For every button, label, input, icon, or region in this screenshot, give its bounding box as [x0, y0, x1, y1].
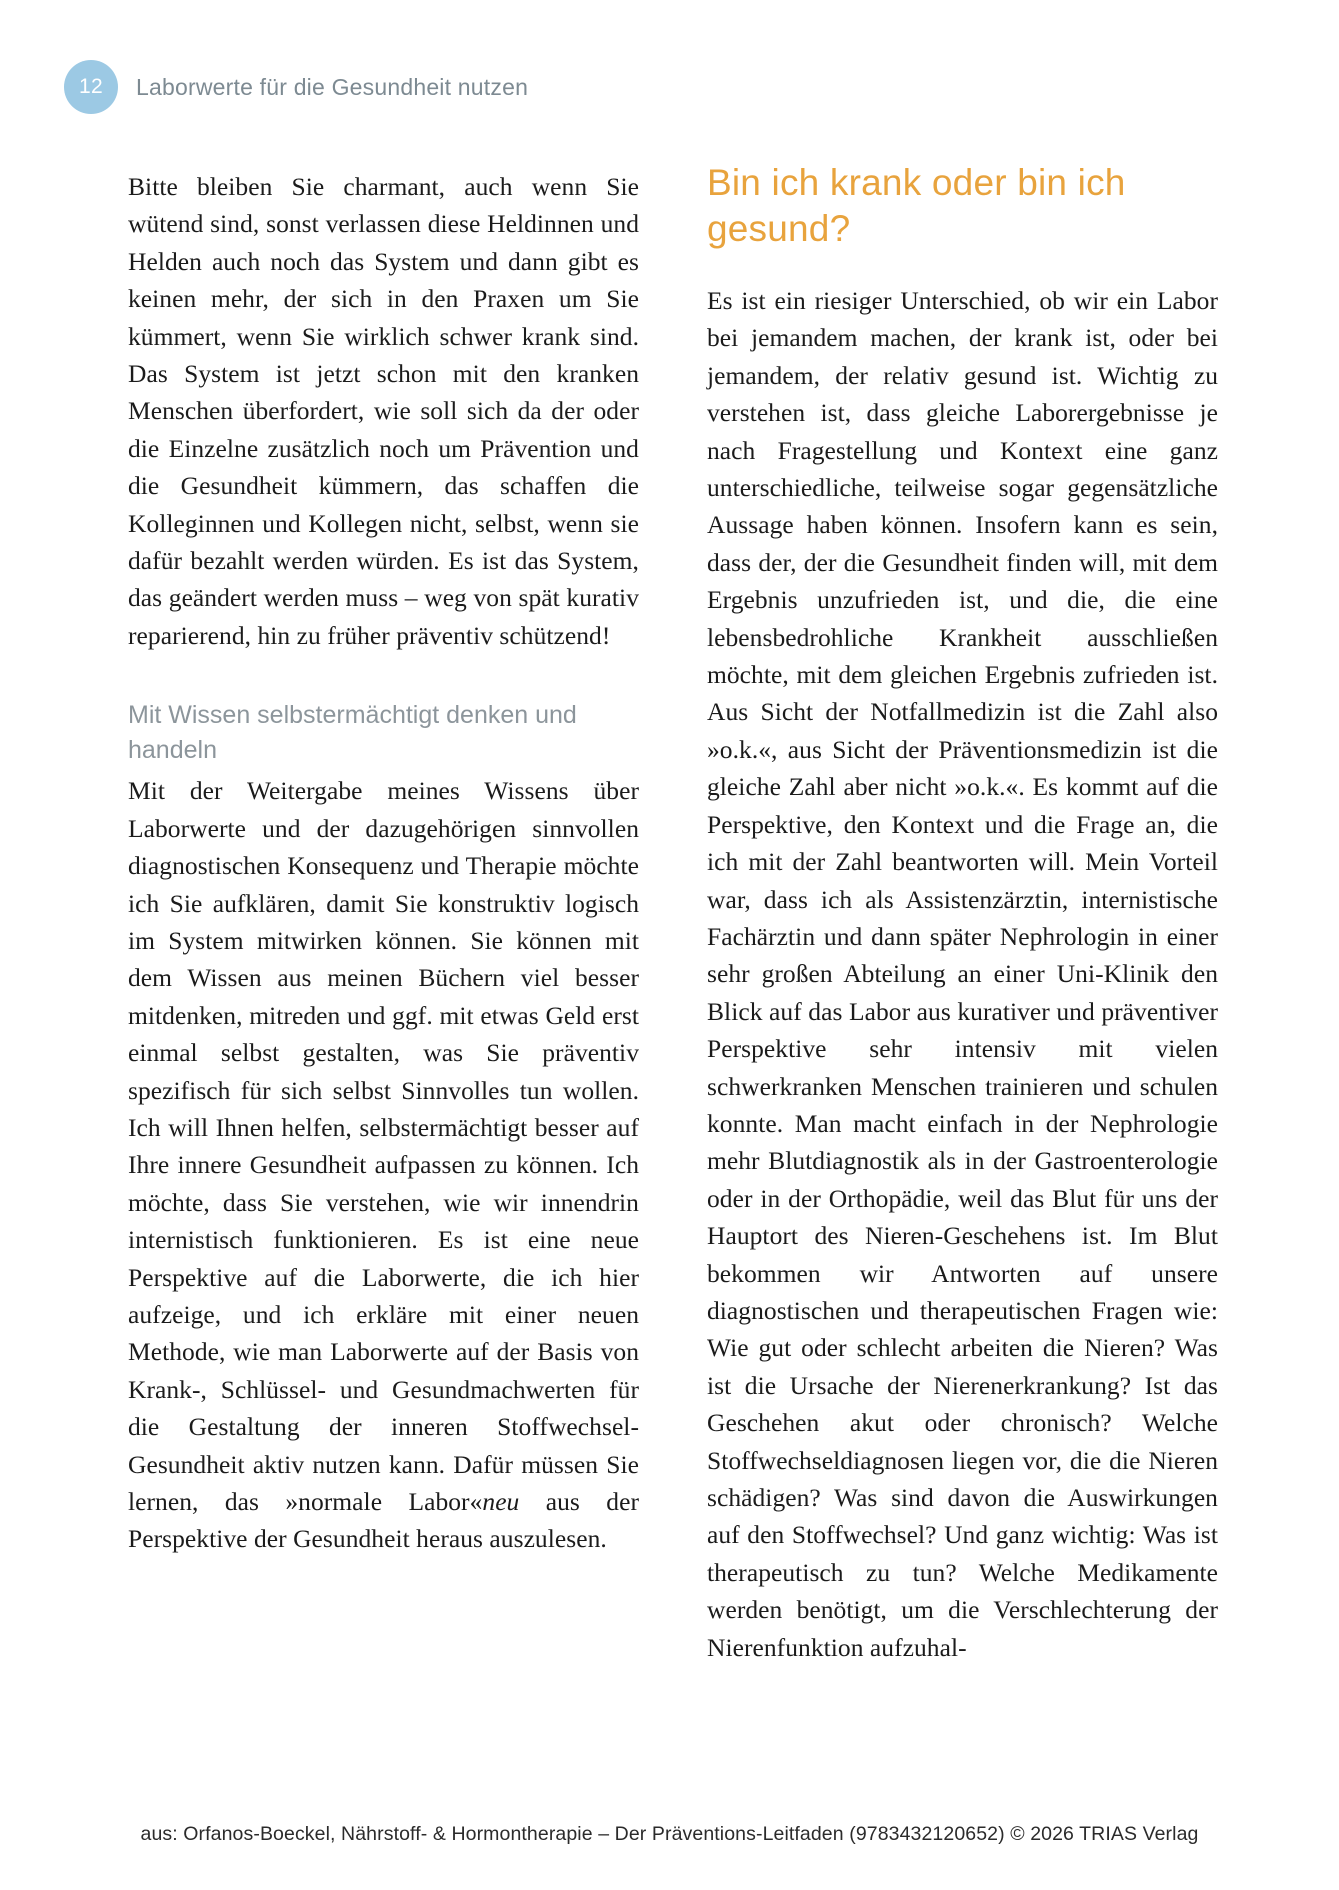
left-paragraph-2-text-b: aus der Perspektive der Gesundheit heraus auszulesen. [128, 1487, 639, 1554]
left-paragraph-1: Bitte bleiben Sie charmant, auch wenn Sie wütend sind, sonst verlassen diese Heldinnen und Helden auch noch das System und dann gibt es keinen mehr, der sich in den Praxen um Sie kümmert, wenn Sie wirklich schwer krank sind. Das System ist jetzt schon mit den kranken Menschen überfordert, wie soll sich da der oder die Einzelne zusätzlich noch um Prävention und die Gesundheit kümmern, das schaffen die Kolleginnen und Kollegen nicht, selbst, wenn sie dafür bezahlt werden würden. Es ist das System, das geändert werden muss – weg von spät kurativ reparierend, hin zu früher präventiv schützend! [128, 172, 639, 650]
left-paragraph-2 [128, 772, 639, 1558]
left-paragraph-2-text-a: Mit der Weitergabe meines Wissens über Laborwerte und der dazugehörigen sinnvollen diagnostischen Konsequenz und Therapie möchte ich Sie aufklären, damit Sie konstruktiv logisch im System mitwirken können. Sie können mit dem Wissen aus meinen Büchern viel besser mitdenken, mitreden und ggf. mit etwas Geld erst einmal selbst gestalten, was Sie präventiv spezifisch für sich selbst Sinnvolles tun wollen. Ich will Ihnen helfen, selbstermächtigt besser auf Ihre innere Gesundheit aufpassen zu können. Ich möchte, dass Sie verstehen, wie wir innendrin internistisch funktionieren. Es ist eine neue Perspektive auf die Laborwerte, die ich hier aufzeige, und ich erkläre mit einer neuen Methode, wie man Laborwerte auf der Basis von Krank-, Schlüssel- und Gesundmachwerten für die Gestaltung der inneren Stoffwechsel-Gesundheit aktiv nutzen kann. Dafür müssen Sie lernen, das »normale Labor« [128, 776, 639, 1516]
running-header-title: Laborwerte für die Gesundheit nutzen [136, 73, 529, 100]
page-number-badge: 12 [64, 60, 118, 114]
left-subheading: Mit Wissen selbstermächtigt denken und handeln [128, 701, 577, 765]
running-header [64, 60, 528, 114]
right-column [707, 162, 1218, 1666]
left-column [128, 168, 639, 1666]
footer-credit: aus: Orfanos-Boeckel, Nährstoff- & Hormontherapie – Der Präventions-Leitfaden (9783432120652) © 2026 TRIAS Verlag [140, 1823, 1199, 1845]
left-paragraph-2-emphasis: neu [482, 1487, 520, 1516]
section-title: Bin ich krank oder bin ich gesund? [707, 162, 1126, 249]
two-column-body [128, 162, 1218, 1666]
right-paragraph-1: Es ist ein riesiger Unterschied, ob wir ein Labor bei jemandem machen, der krank ist, oder bei jemandem, der relativ gesund ist. Wichtig zu verstehen ist, dass gleiche Laborergebnisse je nach Fragestellung und Kontext eine ganz unterschiedliche, teilweise sogar gegensätzliche Aussage haben können. Insofern kann es sein, dass der, der die Gesundheit finden will, mit dem Ergebnis unzufrieden ist, und die, die eine lebensbedrohliche Krankheit ausschließen möchte, mit dem gleichen Ergebnis zufrieden ist. Aus Sicht der Notfallmedizin ist die Zahl also »o.k.«, aus Sicht der Präventionsmedizin ist die gleiche Zahl aber nicht »o.k.«. Es kommt auf die Perspektive, den Kontext und die Frage an, die ich mit der Zahl beantworten will. Mein Vorteil war, dass ich als Assistenzärztin, internistische Fachärztin und dann später Nephrologin in einer sehr großen Abteilung an einer Uni-Klinik den Blick auf das Labor aus kurativer und präventiver Perspektive sehr intensiv mit vielen schwerkranken Menschen trainieren und schulen konnte. Man macht einfach in der Nephrologie mehr Blutdiagnostik als in der Gastroenterologie oder in der Orthopädie, weil das Blut für uns der Hauptort des Nieren-Geschehens ist. Im Blut bekommen wir Antworten auf unsere diagnostischen und therapeutischen Fragen wie: Wie gut oder schlecht arbeiten die Nieren? Was ist die Ursache der Nierenerkrankung? Ist das Geschehen akut oder chronisch? Welche Stoffwechseldiagnosen liegen vor, die die Nieren schädigen? Was sind davon die Auswirkungen auf den Stoffwechsel? Und ganz wichtig: Was ist therapeutisch zu tun? Welche Medikamente werden benötigt, um die Verschlechterung der Nierenfunktion aufzuhal- [707, 286, 1218, 1662]
